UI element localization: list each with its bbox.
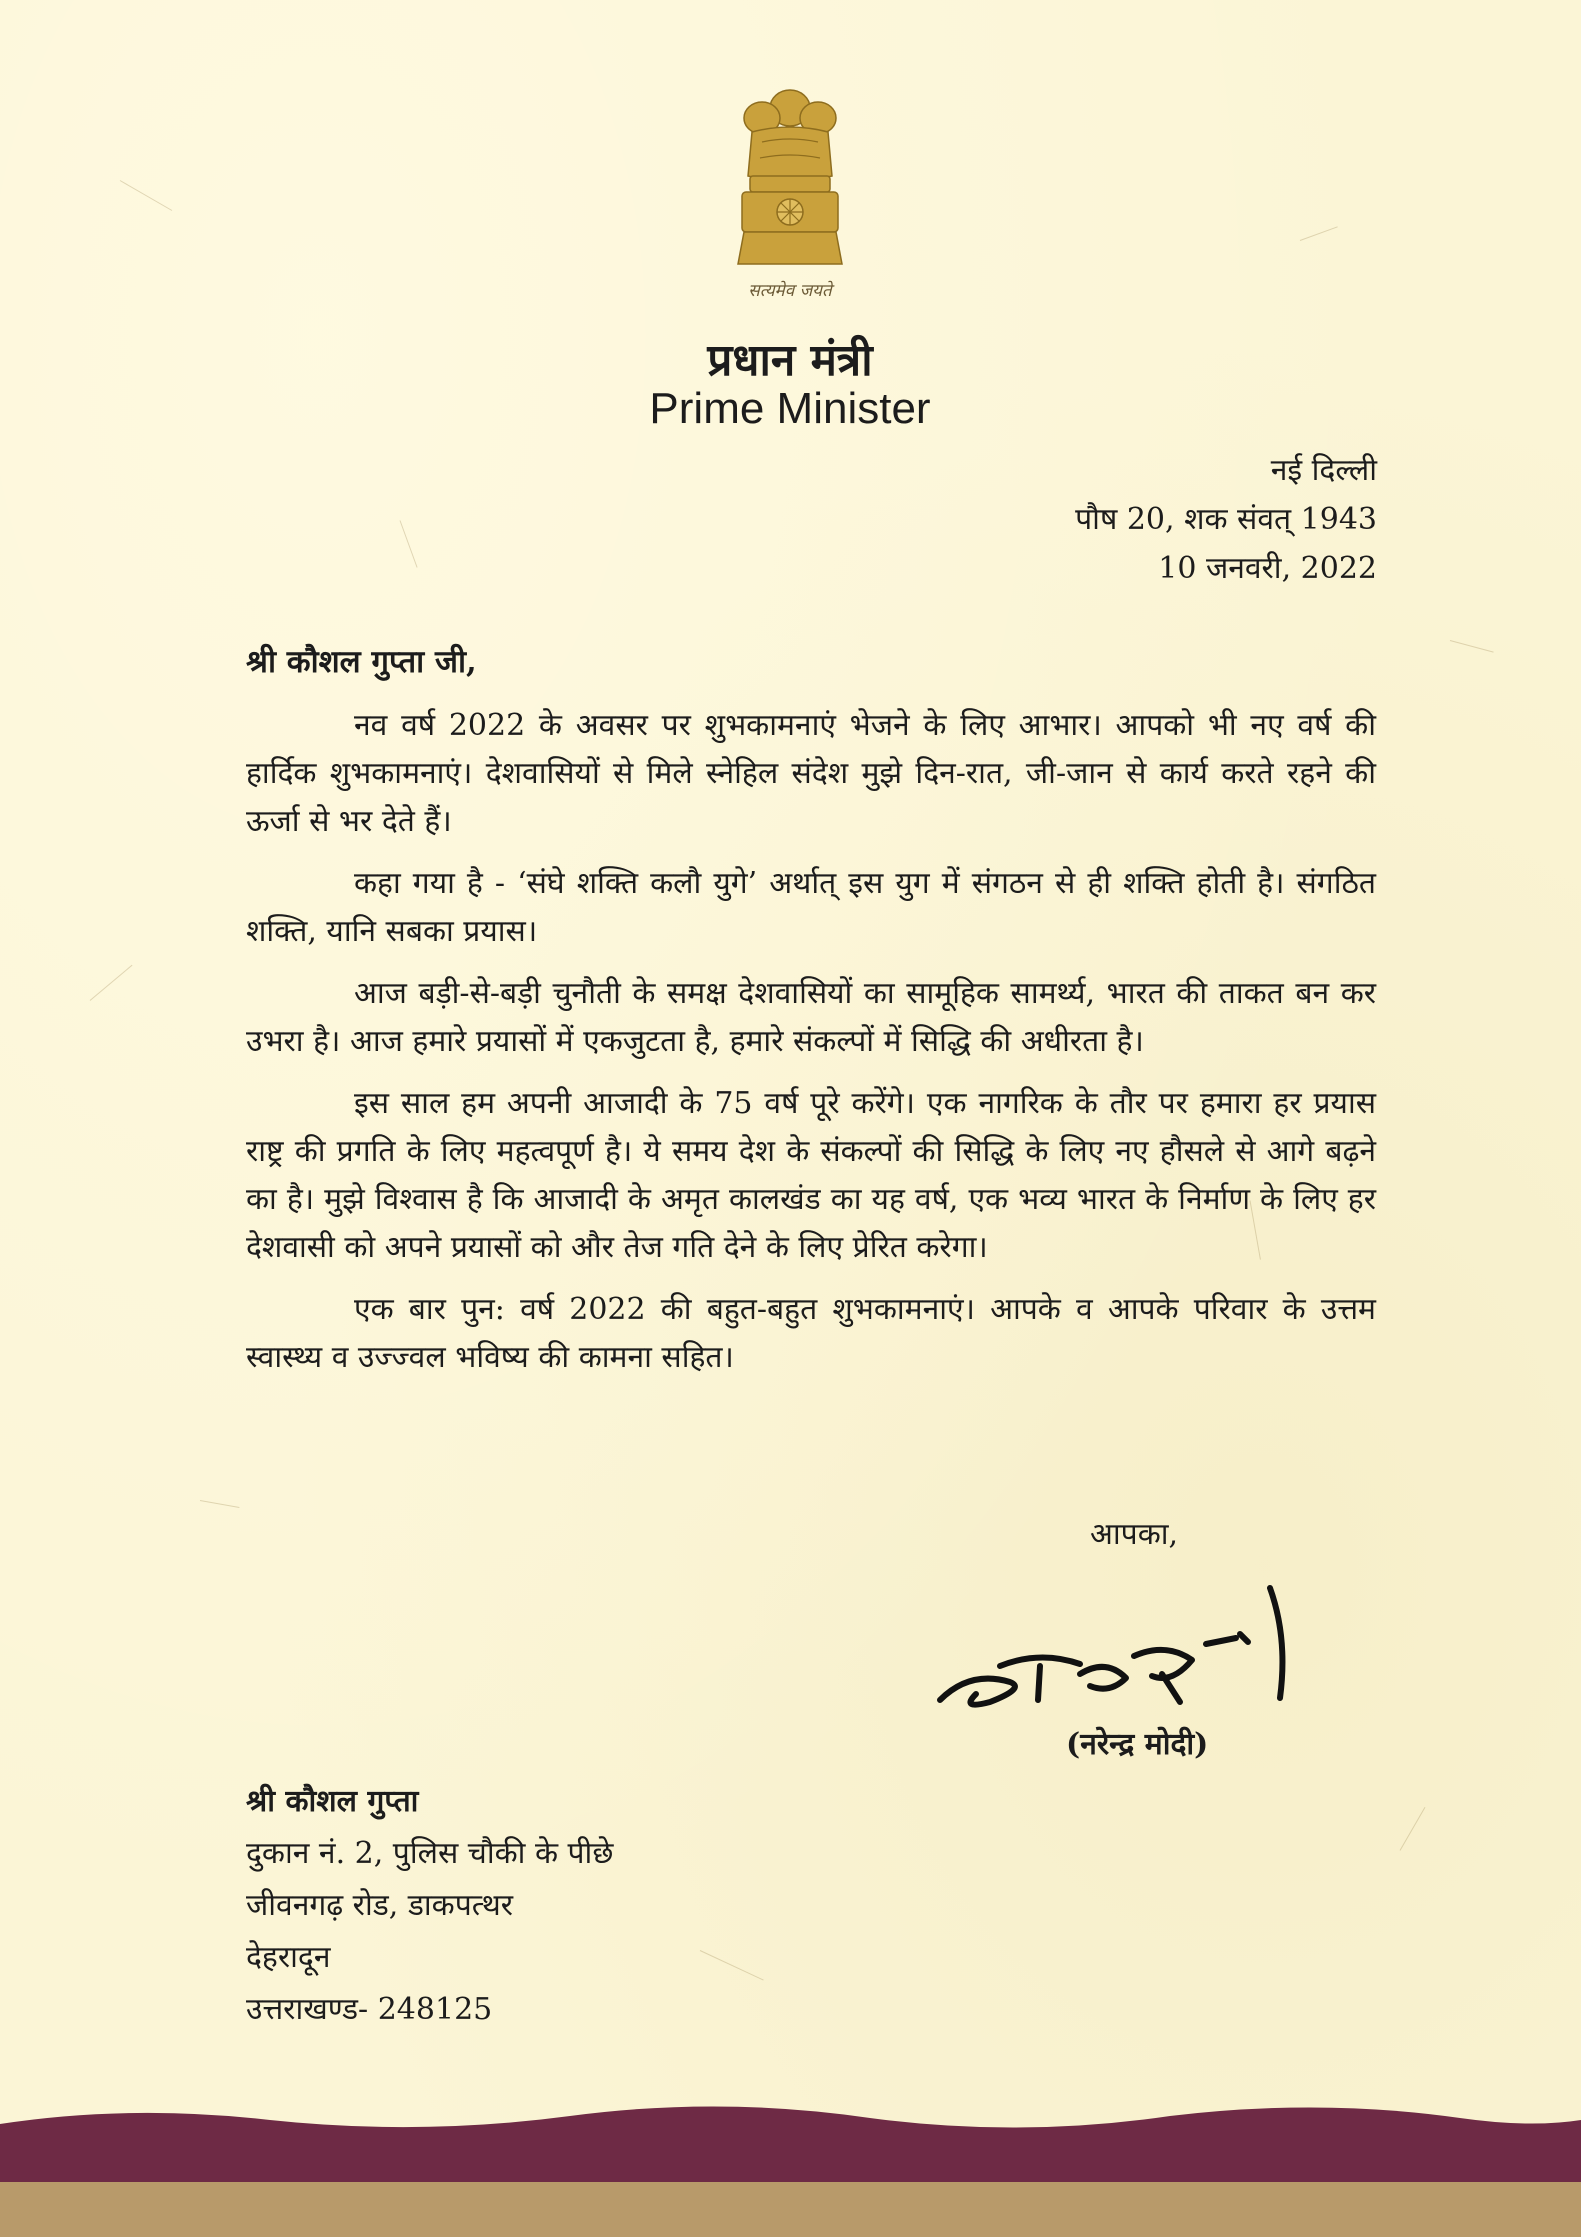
body-paragraph: इस साल हम अपनी आजादी के 75 वर्ष पूरे करेंगे। एक नागरिक के तौर पर हमारा हर प्रयास राष्ट्र की प्रगति के लिए महत्वपूर्ण है। ये समय देश के संकल्पों की सिद्धि के लिए नए हौसले से आगे बढ़ने का है। मुझे विश्वास है कि आजादी के अमृत कालखंड का यह वर्ष, एक भव्य भारत के निर्माण के लिए हर देशवासी को अपने प्रयासों को और तेज गति देने के लिए प्रेरित करेगा। <box>246 1086 1376 1265</box>
footer-wave-band <box>0 2090 1581 2237</box>
paper-fiber <box>1400 1807 1426 1851</box>
paper-fiber <box>400 520 418 567</box>
paper-fiber <box>1450 640 1494 653</box>
body-paragraph: आज बड़ी-से-बड़ी चुनौती के समक्ष देशवासियों का सामूहिक सामर्थ्य, भारत की ताकत बन कर उभरा है। आज हमारे प्रयासों में एकजुटता है, हमारे संकल्पों में सिद्धि की अधीरता है। <box>246 976 1376 1059</box>
address-line: जीवनगढ़ रोड, डाकपत्थर <box>246 1888 514 1923</box>
recipient-address <box>246 1776 613 2036</box>
address-line: दुकान नं. 2, पुलिस चौकी के पीछे <box>246 1836 614 1871</box>
gregorian-date: 10 जनवरी, 2022 <box>1158 551 1377 586</box>
body-paragraph: एक बार पुन: वर्ष 2022 की बहुत-बहुत शुभकामनाएं। आपके व आपके परिवार के उत्तम स्वास्थ्य व उज्ज्वल भविष्य की कामना सहित। <box>246 1292 1376 1375</box>
paper-fiber <box>1300 226 1338 241</box>
emblem-motto: सत्यमेव जयते <box>748 281 832 301</box>
signatory-name: (नरेन्द्र मोदी) <box>1066 1727 1209 1762</box>
paper-fiber <box>700 1950 764 1980</box>
salutation: श्री कौशल गुप्ता जी, <box>246 644 477 680</box>
body-paragraph: नव वर्ष 2022 के अवसर पर शुभकामनाएं भेजने के लिए आभार। आपको भी नए वर्ष की हार्दिक शुभकामनाएं। देशवासियों से मिले स्नेहिल संदेश मुझे दिन-रात, जी-जान से कार्य करते रहने की ऊर्जा से भर देते हैं। <box>246 708 1376 839</box>
letterhead-title-english: Prime Minister <box>649 384 931 433</box>
address-line: उत्तराखण्ड- 248125 <box>246 1992 493 2027</box>
body-paragraph: कहा गया है - ‘संघे शक्ति कलौ युगे’ अर्थात् इस युग में संगठन से ही शक्ति होती है। संगठित शक्ति, यानि सबका प्रयास। <box>246 866 1376 949</box>
place: नई दिल्ली <box>1270 453 1377 488</box>
paper-fiber <box>120 180 172 211</box>
date-block <box>1075 446 1377 593</box>
address-line: देहरादून <box>246 1940 331 1975</box>
handwritten-signature <box>930 1578 1310 1718</box>
closing: आपका, <box>1090 1517 1179 1552</box>
address-line: श्री कौशल गुप्ता <box>246 1784 419 1819</box>
letterhead-title-hindi: प्रधान मंत्री <box>707 335 873 386</box>
national-emblem-icon <box>722 78 858 278</box>
saka-date: पौष 20, शक संवत् 1943 <box>1075 502 1377 537</box>
letter-body <box>246 702 1376 1396</box>
paper-fiber <box>200 1500 240 1508</box>
paper-fiber <box>90 965 133 1001</box>
